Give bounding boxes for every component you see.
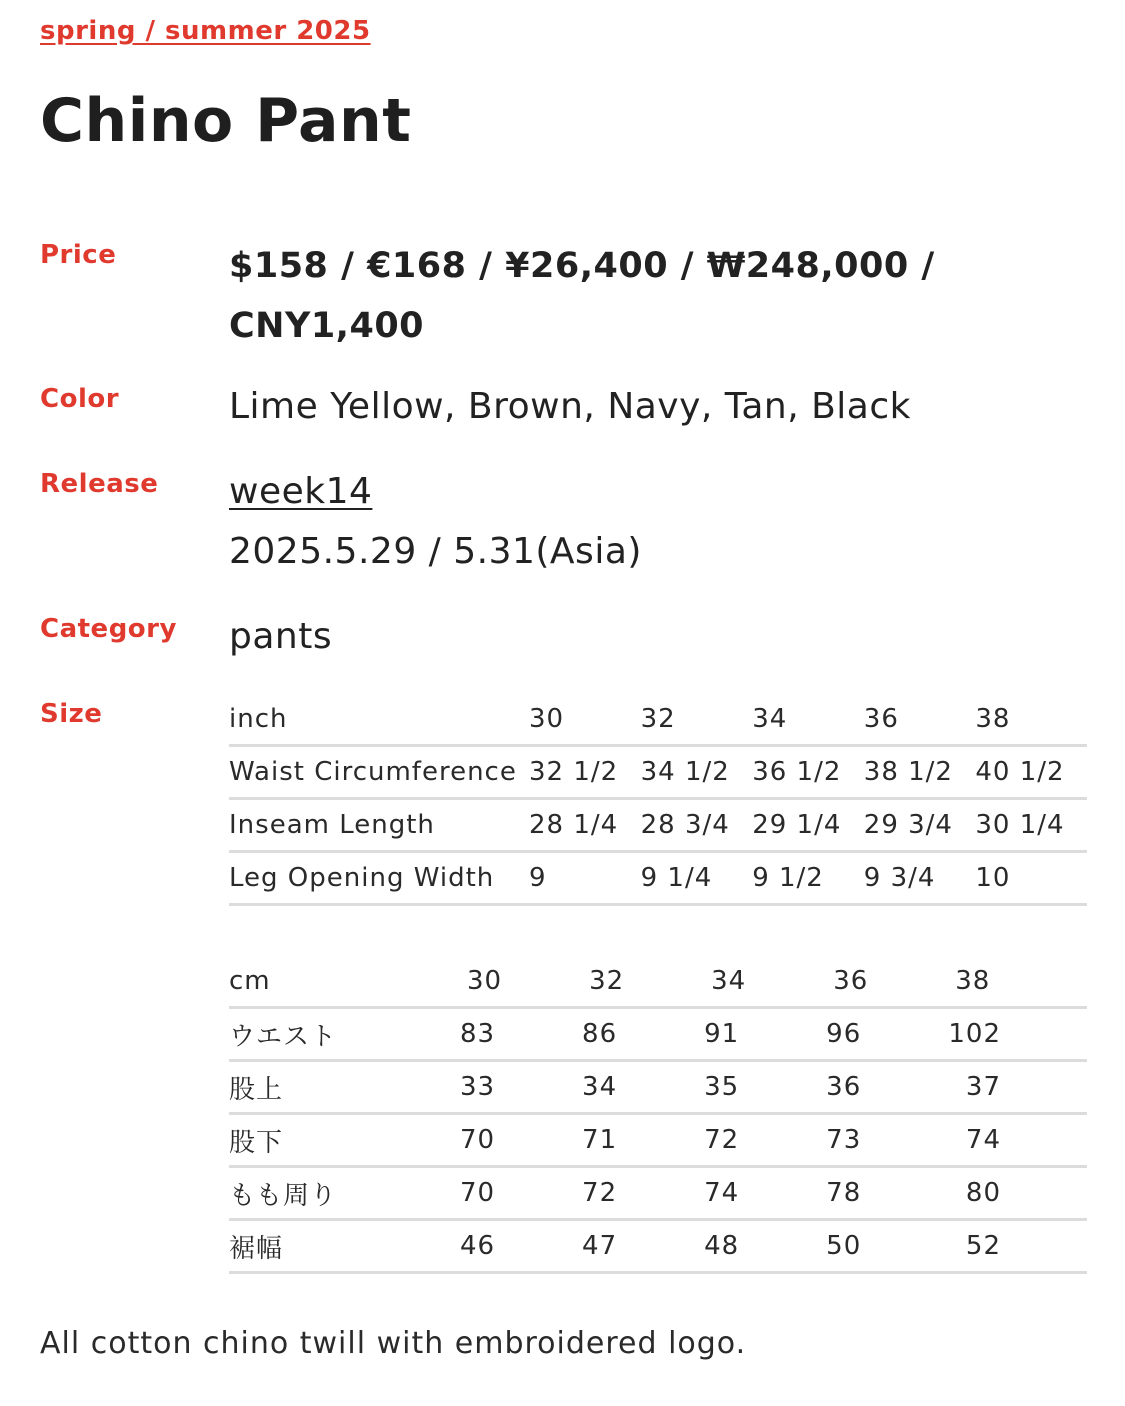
size-header: 34 xyxy=(752,694,864,746)
size-table-inch-header xyxy=(229,694,1087,746)
measurement-name: Leg Opening Width xyxy=(229,852,529,905)
measurement-value: 9 xyxy=(529,852,641,905)
price-label: Price xyxy=(40,240,117,270)
measurement-value: 34 xyxy=(581,1061,703,1114)
product-description: All cotton chino twill with embroidered logo. xyxy=(40,1326,747,1361)
measurement-name: 股上 xyxy=(229,1061,459,1114)
measurement-name: Inseam Length xyxy=(229,799,529,852)
size-header: 30 xyxy=(529,694,641,746)
measurement-value: 74 xyxy=(947,1114,1087,1167)
size-header: 30 xyxy=(459,956,581,1008)
size-header: 34 xyxy=(703,956,825,1008)
measurement-value: 28 1/4 xyxy=(529,799,641,852)
table-row xyxy=(229,1061,1087,1114)
measurement-value: 70 xyxy=(459,1114,581,1167)
table-row xyxy=(229,1008,1087,1061)
measurement-value: 46 xyxy=(459,1220,581,1273)
release-week-link[interactable]: week14 xyxy=(229,471,373,512)
size-table-cm xyxy=(229,956,1087,1274)
table-row xyxy=(229,799,1087,852)
measurement-value: 47 xyxy=(581,1220,703,1273)
measurement-value: 72 xyxy=(581,1167,703,1220)
measurement-value: 70 xyxy=(459,1167,581,1220)
table-row xyxy=(229,1114,1087,1167)
season-link[interactable]: spring / summer 2025 xyxy=(40,16,371,46)
release-date: 2025.5.29 / 5.31(Asia) xyxy=(229,531,642,572)
measurement-name: もも周り xyxy=(229,1167,459,1220)
measurement-value: 38 1/2 xyxy=(864,746,976,799)
measurement-value: 32 1/2 xyxy=(529,746,641,799)
category-value: pants xyxy=(229,616,333,657)
color-value: Lime Yellow, Brown, Navy, Tan, Black xyxy=(229,386,911,427)
table-row xyxy=(229,746,1087,799)
measurement-value: 86 xyxy=(581,1008,703,1061)
release-label: Release xyxy=(40,469,159,499)
measurement-value: 9 1/2 xyxy=(752,852,864,905)
measurement-value: 29 1/4 xyxy=(752,799,864,852)
measurement-value: 74 xyxy=(703,1167,825,1220)
size-header: 36 xyxy=(825,956,947,1008)
measurement-value: 9 3/4 xyxy=(864,852,976,905)
price-value: $158 / €168 / ¥26,400 / ₩248,000 / CNY1,400 xyxy=(229,246,935,346)
size-header: 32 xyxy=(641,694,753,746)
measurement-name: ウエスト xyxy=(229,1008,459,1061)
measurement-value: 78 xyxy=(825,1167,947,1220)
measurement-value: 73 xyxy=(825,1114,947,1167)
size-header: 38 xyxy=(947,956,1087,1008)
size-table-inch xyxy=(229,694,1087,906)
measurement-name: 裾幅 xyxy=(229,1220,459,1273)
measurement-value: 40 1/2 xyxy=(975,746,1087,799)
measurement-value: 91 xyxy=(703,1008,825,1061)
size-label: Size xyxy=(40,699,103,729)
measurement-value: 35 xyxy=(703,1061,825,1114)
measurement-name: 股下 xyxy=(229,1114,459,1167)
unit-label: inch xyxy=(229,694,529,746)
size-table-cm-header xyxy=(229,956,1087,1008)
size-header: 32 xyxy=(581,956,703,1008)
unit-label: cm xyxy=(229,956,459,1008)
measurement-value: 52 xyxy=(947,1220,1087,1273)
measurement-value: 29 3/4 xyxy=(864,799,976,852)
measurement-value: 48 xyxy=(703,1220,825,1273)
measurement-value: 36 1/2 xyxy=(752,746,864,799)
category-label: Category xyxy=(40,614,177,644)
color-label: Color xyxy=(40,384,120,414)
measurement-value: 10 xyxy=(975,852,1087,905)
measurement-value: 34 1/2 xyxy=(641,746,753,799)
measurement-value: 37 xyxy=(947,1061,1087,1114)
product-title: Chino Pant xyxy=(40,86,412,156)
measurement-value: 33 xyxy=(459,1061,581,1114)
measurement-value: 80 xyxy=(947,1167,1087,1220)
measurement-value: 9 1/4 xyxy=(641,852,753,905)
table-row xyxy=(229,1167,1087,1220)
measurement-value: 102 xyxy=(947,1008,1087,1061)
measurement-value: 72 xyxy=(703,1114,825,1167)
measurement-value: 28 3/4 xyxy=(641,799,753,852)
table-row xyxy=(229,1220,1087,1273)
size-header: 38 xyxy=(975,694,1087,746)
measurement-value: 71 xyxy=(581,1114,703,1167)
measurement-value: 50 xyxy=(825,1220,947,1273)
measurement-value: 36 xyxy=(825,1061,947,1114)
measurement-value: 96 xyxy=(825,1008,947,1061)
size-header: 36 xyxy=(864,694,976,746)
table-row xyxy=(229,852,1087,905)
measurement-value: 30 1/4 xyxy=(975,799,1087,852)
measurement-name: Waist Circumference xyxy=(229,746,529,799)
measurement-value: 83 xyxy=(459,1008,581,1061)
